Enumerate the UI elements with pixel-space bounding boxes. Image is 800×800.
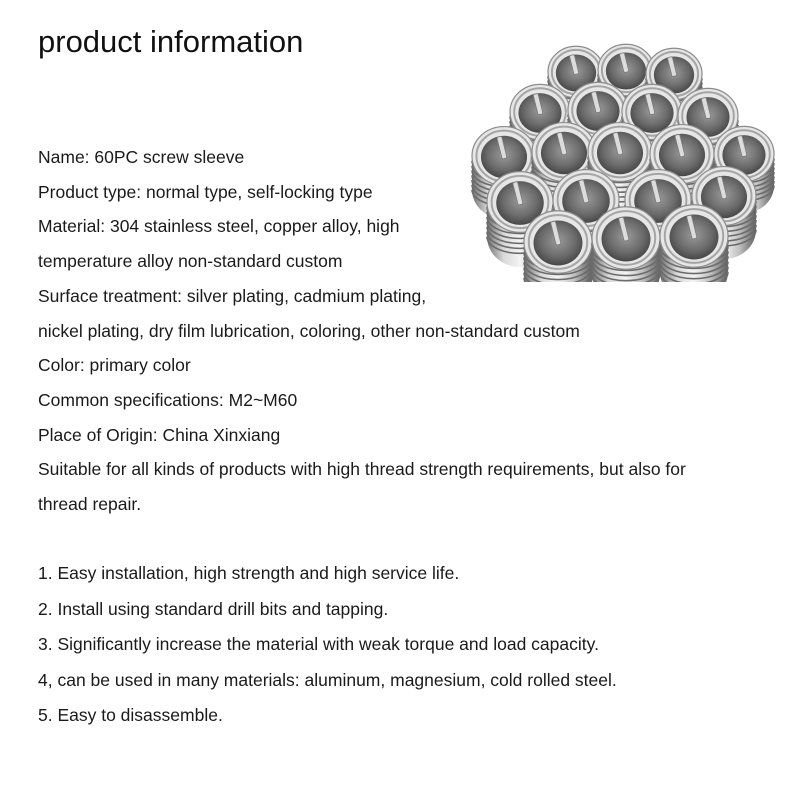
info-product-type: Product type: normal type, self-locking type <box>38 181 373 202</box>
info-specifications: Common specifications: M2~M60 <box>38 389 298 410</box>
product-info <box>38 140 778 522</box>
info-name: Name: 60PC screw sleeve <box>38 147 245 167</box>
info-material-continued: temperature alloy non-standard custom <box>38 251 343 272</box>
feature-item: 5. Easy to disassemble. <box>38 705 223 725</box>
feature-item: 1. Easy installation, high strength and high service life. <box>38 563 460 583</box>
feature-item: 2. Install using standard drill bits and tapping. <box>38 598 389 619</box>
page-title: product information <box>38 24 304 59</box>
info-origin: Place of Origin: China Xinxiang <box>38 424 281 445</box>
feature-list <box>38 556 778 734</box>
feature-item: 4, can be used in many materials: aluminum, magnesium, cold rolled steel. <box>38 669 617 690</box>
info-material: Material: 304 stainless steel, copper alloy, high <box>38 216 400 237</box>
info-color: Color: primary color <box>38 355 191 376</box>
info-surface-treatment-continued: nickel plating, dry film lubrication, coloring, other non-standard custom <box>38 320 580 341</box>
info-suitable: Suitable for all kinds of products with high thread strength requirements, but also for <box>38 459 686 480</box>
info-suitable-continued: thread repair. <box>38 494 142 515</box>
feature-item: 3. Significantly increase the material with weak torque and load capacity. <box>38 634 599 654</box>
info-surface-treatment: Surface treatment: silver plating, cadmium plating, <box>38 285 427 306</box>
